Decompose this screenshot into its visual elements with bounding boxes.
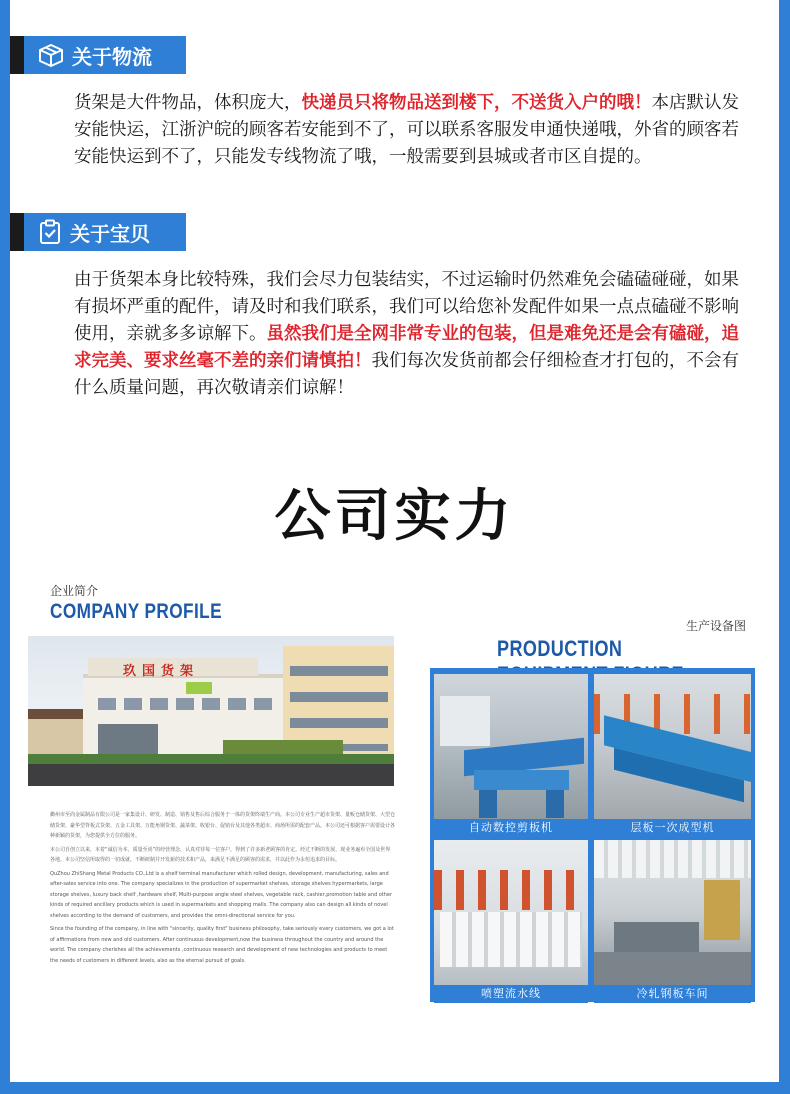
equipment-photo-spray-line: [434, 840, 588, 985]
product-warning: 虽然我们是全网非常专业的包装，但是难免还是会有磕碰，追求完美、要求丝毫不差的亲们请慎拍！: [74, 324, 739, 371]
equipment-photo-forming: [594, 674, 751, 819]
desc-cn-1: 衢州市至尚金属制品有限公司是一家集设计、研发、制造、销售及售后综合服务于一体的货架终端生产商。本公司专业生产超市货架、量贩仓储货架、大型仓储货架、豪华型背板式货架、五金工具架、万能角钢货架、蔬菜架、收银台、促销台及其他各类超市、商场所需的配套产品。本公司还可根据客户需要设计各种新颖的货架，为您提供全方位的服务。: [50, 812, 396, 839]
profile-cn-label: 企业简介: [50, 584, 99, 598]
factory-building-photo: [28, 636, 394, 786]
product-text-2: 我们每次发货前都会仔细检查才打包的，不会有什么质量问题，再次敬请亲们谅解！: [74, 351, 739, 398]
product-detail-page: [10, 0, 779, 1082]
header-accent-bar: [10, 36, 24, 74]
product-heading: 关于宝贝: [70, 221, 150, 246]
equipment-cn-label: 生产设备图: [686, 619, 747, 633]
caption-spray-line: 喷塑流水线: [434, 985, 588, 1003]
equipment-photo-shearing: [434, 674, 588, 819]
clipboard-check-icon: [38, 219, 62, 245]
product-paragraph: [74, 267, 754, 402]
header-accent-bar: [10, 213, 24, 251]
logistics-heading: 关于物流: [72, 44, 152, 69]
logistics-warning: 快递员只将物品送到楼下，不送货入户的哦！: [301, 93, 652, 113]
building-sign: 玖国货架: [123, 664, 200, 679]
logistics-text-1: 货架是大件物品，体积庞大，: [74, 93, 302, 113]
desc-cn-2: 本公司自创立以来，本着“诚信为本，质量至尚”的经营理念，认真对待每一位客户，得到了许多新老顾客的肯定。经过不断的发展，现业务遍布全国及世界各地。本公司坚信所取得的一切成就，不断研制并开发新的技术和产品，来满足不满足的顾客的需求，并以此作为永恒追求的目标。: [50, 846, 391, 863]
caption-forming: 层板一次成型机: [594, 819, 751, 837]
desc-en-1: QuZhou ZhiShang Metal Products CO.,Ltd is a shelf terminal manufacturer which rolled design, development, manufacturing, sales and after-sales service into one. The company specializes in the production of supermarket shelves, storage shelves hypermarkets, large storage shelves, luxury back shelf ,hardware shelf, Multi-purpose angle steel shelves, vegetable rack, cashier,promotion table and other kinds of required ancillary products which is used in supermarkets and shopping malls. The company also can design all kinds of novel shelves according to the demand of customers, and provides the omni-directional service for you.: [50, 870, 393, 919]
caption-shearing: 自动数控剪板机: [434, 819, 588, 837]
profile-en-title: COMPANY PROFILE: [50, 600, 222, 623]
company-strength-title: 公司实力: [274, 484, 515, 549]
box-icon: [38, 43, 64, 67]
caption-workshop: 冷轧钢板车间: [594, 985, 751, 1003]
logo-sign: [186, 682, 212, 694]
header-label-box: [24, 213, 186, 251]
logistics-text-2: 本店默认发安能快运，江浙沪皖的顾客若安能到不了，可以联系客服发申通快递哦，外省的顾客若安能快运到不了，只能发专线物流了哦，一般需要到县城或者市区自提的。: [74, 93, 739, 167]
header-label-box: [24, 36, 186, 74]
equipment-photo-workshop: [594, 840, 751, 985]
logistics-paragraph: [74, 90, 754, 171]
equipment-en-title: PRODUCTION: [497, 636, 623, 661]
desc-en-2: Since the founding of the company, in line with "sincerity, quality first" business philosophy, take seriously every customers, we got a lot of affirmations from new and old customers. After continuous development,now the business throughout the country and around the world. The company cherishes all the achievements ,continuous research and development of new technologies and products to meet the needs of customers in different levels, also as the eternal pursuit of goals.: [50, 926, 394, 964]
logistics-section-header: [10, 36, 186, 74]
product-text-1: 由于货架本身比较特殊，我们会尽力包装结实，不过运输时仍然难免会磕磕碰碰，如果有损坏严重的配件，请及时和我们联系，我们可以给您补发配件如果一点点磕碰不影响使用，亲就多多谅解下。: [74, 270, 739, 344]
product-section-header: [10, 213, 186, 251]
company-description: [50, 810, 395, 969]
